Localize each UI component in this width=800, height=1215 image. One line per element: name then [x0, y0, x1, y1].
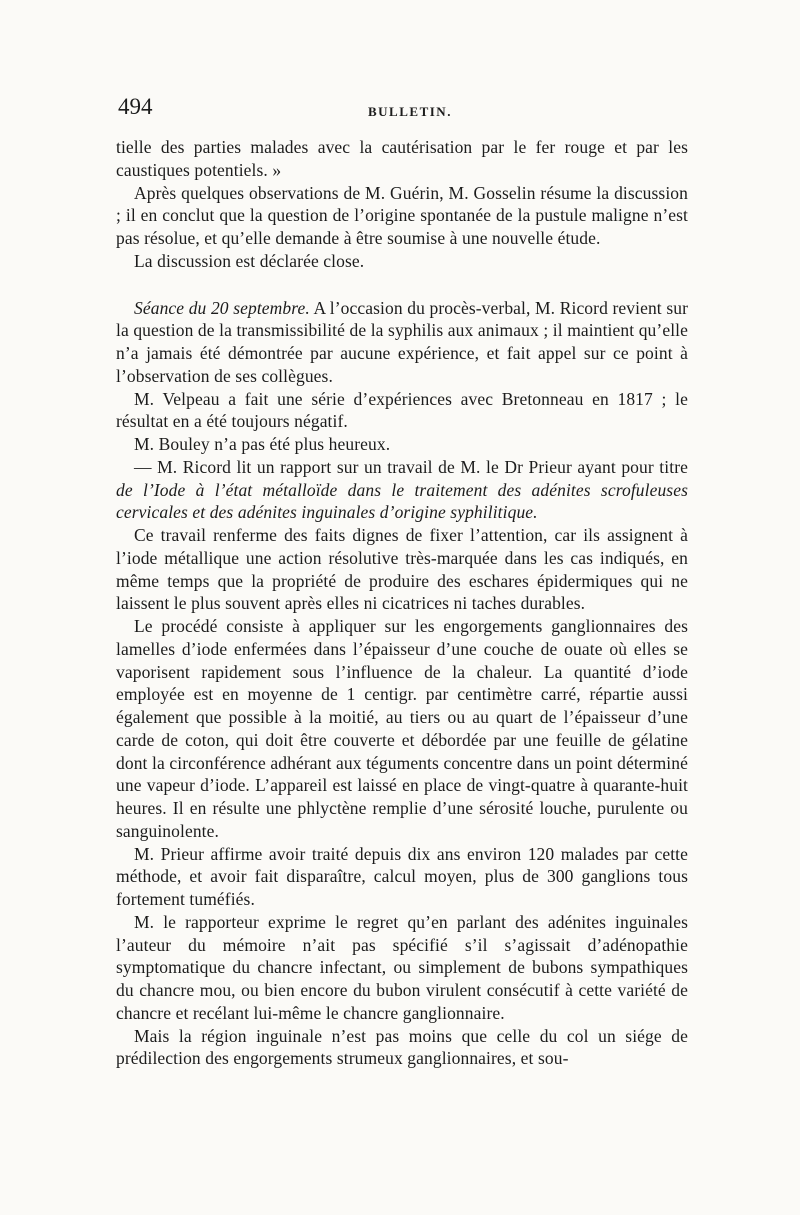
paragraph: Mais la région inguinale n’est pas moins que celle du col un siége de prédilection des engorgements strumeux ganglionnaires, et sou-: [116, 1025, 688, 1069]
paragraph-text: A l’occasion du procès-verbal, M. Ricord revient sur la question de la transmissibilité de la syphilis aux animaux ; il maintient qu’elle n’a jamais été démontrée par aucune expérience, et fait appel sur ce point à l’observation de ses collègues.: [116, 297, 689, 386]
paragraph: Le procédé consiste à appliquer sur les engorgements ganglionnaires des lamelles d’iode enfermées dans l’épaisseur d’une couche de ouate où elles se vaporisent rapidement sous l’influence de la chaleur. La quantité d’iode employée est en moyenne de 1 centigr. par centimètre carré, répartie aussi également que possible à la moitié, au tiers ou au quart de l’épaisseur d’une carde de coton, qui doit être couverte et débordée par une feuille de gélatine dont la circonférence adhérant aux téguments concentre dans un point déterminé une vapeur d’iode. L’appareil est laissé en place de vingt-quatre à quarante-huit heures. Il en résulte une phlyctène remplie d’une sérosité louche, purulente ou sanguinolente.: [116, 616, 688, 841]
running-head: BULLETIN.: [368, 104, 452, 119]
session-date: Séance du 20 septembre.: [134, 297, 310, 318]
page-header: [118, 92, 686, 122]
paragraph: Après quelques observations de M. Guérin, M. Gosselin résume la discussion ; il en conclut que la question de l’origine spontanée de la pustule maligne n’est pas résolue, et qu’elle demande à être soumise à une nouvelle étude.: [116, 182, 688, 248]
paragraph: M. Velpeau a fait une série d’expériences avec Bretonneau en 1817 ; le résultat en a été toujours négatif.: [116, 388, 688, 432]
paragraph: [116, 456, 688, 524]
work-title: de l’Iode à l’état métalloïde dans le traitement des adénites scrofuleuses cervicales et des adénites inguinales d’origine syphilitique.: [116, 479, 688, 523]
paragraph: La discussion est déclarée close.: [134, 250, 365, 271]
body-text: [116, 136, 688, 1070]
paragraph-text: — M. Ricord lit un rapport sur un travail de M. le Dr Prieur ayant pour titre: [134, 456, 688, 477]
paragraph: [116, 297, 688, 388]
paragraph: tielle des parties malades avec la cautérisation par le fer rouge et par les caustiques potentiels. »: [116, 137, 688, 180]
paragraph: M. le rapporteur exprime le regret qu’en parlant des adénites inguinales l’auteur du mémoire n’ait pas spécifié s’il s’agissait d’adénopathie symptomatique du chancre infectant, ou simplement de bubons sympathiques du chancre mou, ou bien encore du bubon virulent consécutif à cette variété de chancre et recélant lui-même le chancre ganglionnaire.: [116, 911, 688, 1023]
paragraph: Ce travail renferme des faits dignes de fixer l’attention, car ils assignent à l’iode métallique une action résolutive très-marquée dans les cas indiqués, en même temps que la propriété de produire des eschares épidermiques qui ne laissent le plus souvent après elles ni cicatrices ni taches durables.: [116, 525, 688, 614]
paragraph: M. Prieur affirme avoir traité depuis dix ans environ 120 malades par cette méthode, et avoir fait disparaître, calcul moyen, plus de 300 ganglions tous fortement tuméfiés.: [116, 843, 688, 909]
paragraph: M. Bouley n’a pas été plus heureux.: [134, 434, 391, 454]
page-number: 494: [118, 94, 153, 119]
